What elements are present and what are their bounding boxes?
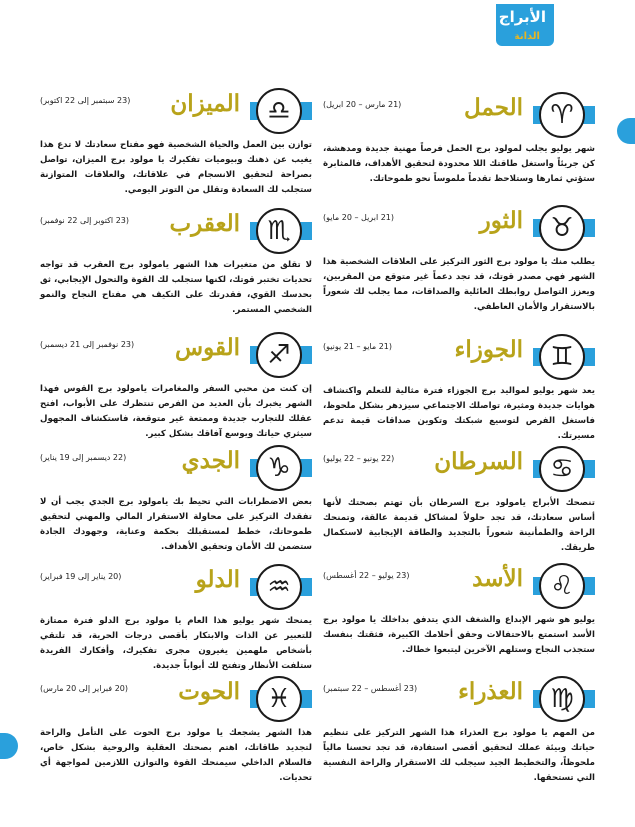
lion-icon: ♌ [533, 563, 595, 607]
sign-block-pisces [40, 676, 312, 786]
sign-name: العذراء [458, 678, 523, 705]
sign-date: (21 ابريل – 20 مايو) [323, 213, 395, 222]
sign-name: الحمل [464, 94, 523, 121]
sign-block-virgo [323, 676, 595, 786]
virgo-icon: ♍ [533, 676, 595, 720]
sign-block-gemini [323, 334, 595, 444]
sign-date: (20 يناير إلى 19 فبراير) [40, 572, 122, 581]
sign-text: لا تقلق من متغيرات هذا الشهر يامولود برج العقرب قد تواجه تحديات تختبر قوتك، لكنها ستجلب لك القوة والتحول الإيجابي، ثق بحدسك القوي، فقدرتك على التكيف هي مفتاح النجاح والنمو الشخصي المستمر. [40, 260, 312, 315]
sign-text: توازن بين العمل والحياة الشخصية فهو مفتاح سعادتك لا تدع هذا يغيب عن ذهنك وبيوميات تفكيرك يا مولود برج الميزان، تواصل بصراحة لتحقيق الانسجام في علاقاتك، والعلاقات المتوازنة ستجلب لك السعادة وتقلل من التوتر اليومي. [40, 140, 312, 195]
twins-icon: ♊ [533, 334, 595, 378]
sign-date: (21 مارس – 20 ابريل) [323, 100, 402, 109]
sign-name: القوس [175, 334, 240, 361]
sign-date: (23 أغسطس – 22 سبتمبر) [323, 684, 418, 693]
scorpion-icon: ♏ [250, 208, 312, 252]
sign-name: الجدي [181, 447, 240, 474]
scales-icon: ♎ [250, 88, 312, 132]
water-bearer-icon: ♒ [250, 564, 312, 608]
next-page-tab[interactable] [617, 118, 635, 144]
sign-text: إن كنت من محبي السفر والمغامرات يامولود برج القوس فهذا الشهر يخبرك بأن العديد من الفرص تنتظرك على الأبواب، افتح عقلك للتجارب جديدة وممتعة غير متوقعة، فاستكشاف المجهول سيثري حياتك ويوسع آفاقك بشكل كبير. [40, 384, 312, 439]
goat-icon: ♑ [250, 445, 312, 489]
sign-text: بعض الاضطرابات التي تحيط بك يامولود برج الجدي يجب أن لا تفقدك التركيز على محاولة الاستقرار المالي والمهني لتحقيق طموحاتك، خطط لمستقبلك بحكمة وعناية، وجهودك الجادة ستضمن لك الأمان وتحقيق الأهداف. [40, 497, 312, 552]
sign-name: الجوزاء [454, 336, 523, 363]
sign-text: تنصحك الأبراج يامولود برج السرطان بأن تهتم بصحتك لأنها أساس سعادتك، قد تجد حلولاً لمشاكل قديمة عالقة، وتمنحك الراحة والطمأنينة شعوراً بالتجديد والطاقة الإيجابية لاستكمال طريقك. [323, 498, 595, 553]
fish-icon: ♓ [250, 676, 312, 720]
archer-icon: ♐ [250, 332, 312, 376]
sign-date: (23 سبتمبر إلى 22 اكتوبر) [40, 96, 131, 105]
sign-name: الحوت [178, 678, 240, 705]
sign-block-cancer [323, 446, 595, 556]
sign-text: يعد شهر يوليو لمواليد برج الجوزاء فترة مثالية للتعلم واكتشاف هوايات جديدة ومثيرة، تواصلك الاجتماعي سيزدهر بشكل ملحوظ، فاستغل الفرص لتوسيع شبكتك وتكوين صداقات قيمة تدعم مسيرتك. [323, 386, 595, 441]
sign-text: هذا الشهر يشجعك يا مولود برج الحوت على التأمل والراحة لتجديد طاقاتك، اهتم بصحتك العقلية والروحية بشكل خاص، فالسلام الداخلي سيمنحك القوة والتوازن اللازمين لمواجهة أي تحديات. [40, 728, 312, 783]
sign-date: (21 مايو – 21 يونيو) [323, 342, 393, 351]
prev-page-tab[interactable] [0, 733, 18, 759]
bull-icon: ♉ [533, 205, 595, 249]
sign-text: يوليو هو شهر الإبداع والشغف الذي يتدفق بداخلك يا مولود برج الأسد استمتع بالاحتفالات وحقق أحلامك الكبيرة، فثقتك بنفسك ستجذب النجاح وستلهم الآخرين ليتبعوا خطاك. [323, 615, 595, 655]
sign-date: (22 يونيو – 22 يوليو) [323, 454, 395, 463]
sign-date: (23 نوفمبر إلى 21 ديسمبر) [40, 340, 135, 349]
sign-block-leo [323, 563, 595, 658]
sign-text: يمنحك شهر يوليو هذا العام يا مولود برج الدلو فترة ممتازة للتعبير عن الذات والابتكار بأقصى درجات الحرية، قد تلتقي بأشخاص ملهمين يغيرون مجرى تفكيرك، وأفكارك الفريدة ستلفت الأنظار وتفتح لك أبواباً جديدة. [40, 616, 312, 671]
sign-block-libra [40, 88, 312, 198]
sign-text: يطلب منك يا مولود برج الثور التركيز على العلاقات الشخصية هذا الشهر فهي مصدر قوتك، قد تجد دعماً غير متوقع من المقربين، ويعزز التواصل روابطك العائلية والصداقات، مما يجلب لك شعوراً بالاستقرار والأمان العاطفي. [323, 257, 595, 312]
sign-name: السرطان [434, 448, 523, 475]
sign-text: شهر يوليو يجلب لمولود برج الحمل فرصاً مهنية جديدة ومدهشة، كن جريئاً واستغل طاقتك اللا محدودة لتحقيق الأهداف، فالمثابرة ستؤتي ثمارها وستلاحظ تقدماً ملموساً نحو طموحاتك. [323, 144, 595, 184]
sign-date: (22 ديسمبر إلى 19 يناير) [40, 453, 127, 462]
sign-name: الميزان [170, 90, 240, 117]
sign-date: (23 يوليو – 22 أغسطس) [323, 571, 410, 580]
page-number: 94 [498, 31, 518, 47]
sign-block-scorpio [40, 208, 312, 318]
sign-date: (20 فبراير إلى 20 مارس) [40, 684, 128, 693]
sign-name: الثور [479, 207, 523, 234]
sign-name: العقرب [169, 210, 240, 237]
sign-block-aquarius [40, 564, 312, 674]
section-title: الأبراج [498, 8, 546, 26]
sign-text: من المهم يا مولود برج العذراء هذا الشهر التركيز على تنظيم حياتك وبيئة عملك لتحقيق أقصى استفادة، قد تجد تحسنا مالياً ملحوظاً، والتخطيط الجيد سيجلب لك الاستقرار والراحة النفسية التي تستحقها. [323, 728, 595, 783]
sign-name: الدلو [195, 566, 240, 593]
sign-block-aries [323, 92, 595, 187]
ram-icon: ♈ [533, 92, 595, 136]
magazine-logo: الدانة [513, 31, 540, 42]
sign-name: الأسد [472, 565, 523, 592]
sign-block-sagittarius [40, 332, 312, 442]
sign-block-taurus [323, 205, 595, 315]
crab-icon: ♋ [533, 446, 595, 490]
sign-block-capricorn [40, 445, 312, 555]
sign-date: (23 اكتوبر إلى 22 نوفمبر) [40, 216, 129, 225]
